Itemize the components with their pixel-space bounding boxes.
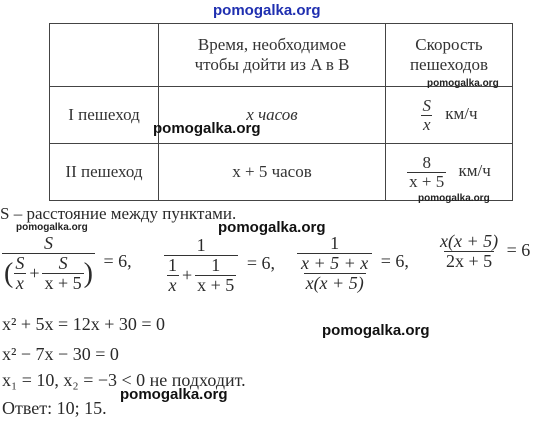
- eq3-fraction: [297, 234, 372, 293]
- watermark-mid: pomogalka.org: [218, 219, 326, 236]
- eq1-rhs: = 6,: [103, 251, 132, 272]
- table-row: [50, 144, 513, 201]
- eq2-den-b-den: x + 5: [197, 274, 235, 295]
- eq4-rhs: = 6: [506, 239, 531, 260]
- eq2-den-b-num: 1: [211, 254, 221, 275]
- row1-label: I пешеход: [50, 87, 159, 144]
- eq1-numerator: S: [43, 233, 53, 253]
- row2-speed-fraction: [407, 154, 446, 191]
- equation-2: [164, 236, 275, 295]
- row2-label: II пешеход: [50, 144, 159, 201]
- pedestrian-table: [49, 23, 513, 201]
- eq3-den-num: x + 5 + x: [301, 252, 369, 273]
- eq4-numerator: x(x + 5): [440, 231, 499, 251]
- header-time-cell: [159, 24, 386, 87]
- header-speed-line1: Скорость: [415, 35, 483, 54]
- row1-speed: [386, 87, 513, 144]
- equation-3: [297, 234, 409, 293]
- eq2-fraction: [164, 236, 238, 295]
- header-time-line2: чтобы дойти из A в B: [194, 55, 350, 74]
- eq1-den-a: [13, 254, 26, 293]
- eq1-den-b-den: x + 5: [44, 272, 82, 293]
- watermark-small-1: pomogalka.org: [427, 78, 499, 89]
- eq2-den-a-num: 1: [168, 254, 177, 275]
- answer-line: Ответ: 10; 15.: [2, 398, 107, 418]
- eq2-rhs: = 6,: [246, 253, 275, 274]
- row2-speed-numerator: 8: [422, 152, 431, 172]
- row2-speed-denominator: x + 5: [409, 171, 445, 191]
- eq3-numerator: 1: [330, 233, 340, 253]
- solution-line-3: x₁ = 10, x₂ = −3 < 0 не подходит.: [2, 370, 246, 390]
- row2-speed-unit: км/ч: [458, 160, 491, 180]
- row1-speed-denominator: x: [422, 114, 431, 134]
- header-time-line1: Время, необходимое: [197, 35, 347, 54]
- row1-time: x часов: [159, 87, 386, 144]
- row2-time: x + 5 часов: [159, 144, 386, 201]
- solution-line-2: x² − 7x − 30 = 0: [2, 344, 119, 364]
- header-empty-cell: [50, 24, 159, 87]
- eq3-denominator: [297, 253, 372, 293]
- eq4-fraction: [438, 232, 500, 271]
- equation-4: [438, 232, 530, 271]
- eq3-den-frac: [299, 254, 370, 293]
- eq1-den-b-num: S: [58, 252, 68, 273]
- equation-1: [2, 234, 132, 293]
- eq2-den-b: [195, 256, 236, 295]
- watermark-small-2: pomogalka.org: [418, 193, 490, 204]
- eq4-denominator: 2x + 5: [445, 250, 493, 271]
- row1-speed-fraction: [420, 97, 433, 134]
- header-speed-line2: пешеходов: [409, 55, 489, 74]
- eq1-den-a-num: S: [15, 252, 25, 273]
- watermark-bottom: pomogalka.org: [120, 386, 228, 403]
- table-row: [50, 87, 513, 144]
- eq2-den-a-den: x: [168, 274, 177, 295]
- solution-line-1: x² + 5x = 12x + 30 = 0: [2, 314, 166, 334]
- watermark-small-3: pomogalka.org: [16, 222, 88, 233]
- eq2-numerator: 1: [196, 235, 206, 255]
- eq2-den-a: [166, 256, 179, 295]
- watermark-top: pomogalka.org: [213, 2, 321, 19]
- watermark-bottom-right: pomogalka.org: [322, 322, 430, 339]
- row2-speed: [386, 144, 513, 201]
- eq3-den-den: x(x + 5): [305, 272, 364, 293]
- distance-note: S – расстояние между пунктами.: [0, 204, 237, 223]
- eq1-denominator: ( $\frac{S}{x}$ + $\frac{S}{x + 5}$ ): [4, 252, 93, 293]
- watermark-table: pomogalka.org: [153, 120, 261, 137]
- row1-speed-unit: км/ч: [445, 103, 478, 123]
- eq1-den-a-den: x: [15, 272, 24, 293]
- row1-speed-numerator: S: [422, 95, 431, 115]
- eq2-denominator: $\frac{1}{x}$ + $\frac{1}{x + 5}$: [164, 255, 238, 295]
- eq1-fraction: [2, 234, 95, 293]
- eq3-rhs: = 6,: [380, 251, 409, 272]
- eq1-den-b: [42, 254, 83, 293]
